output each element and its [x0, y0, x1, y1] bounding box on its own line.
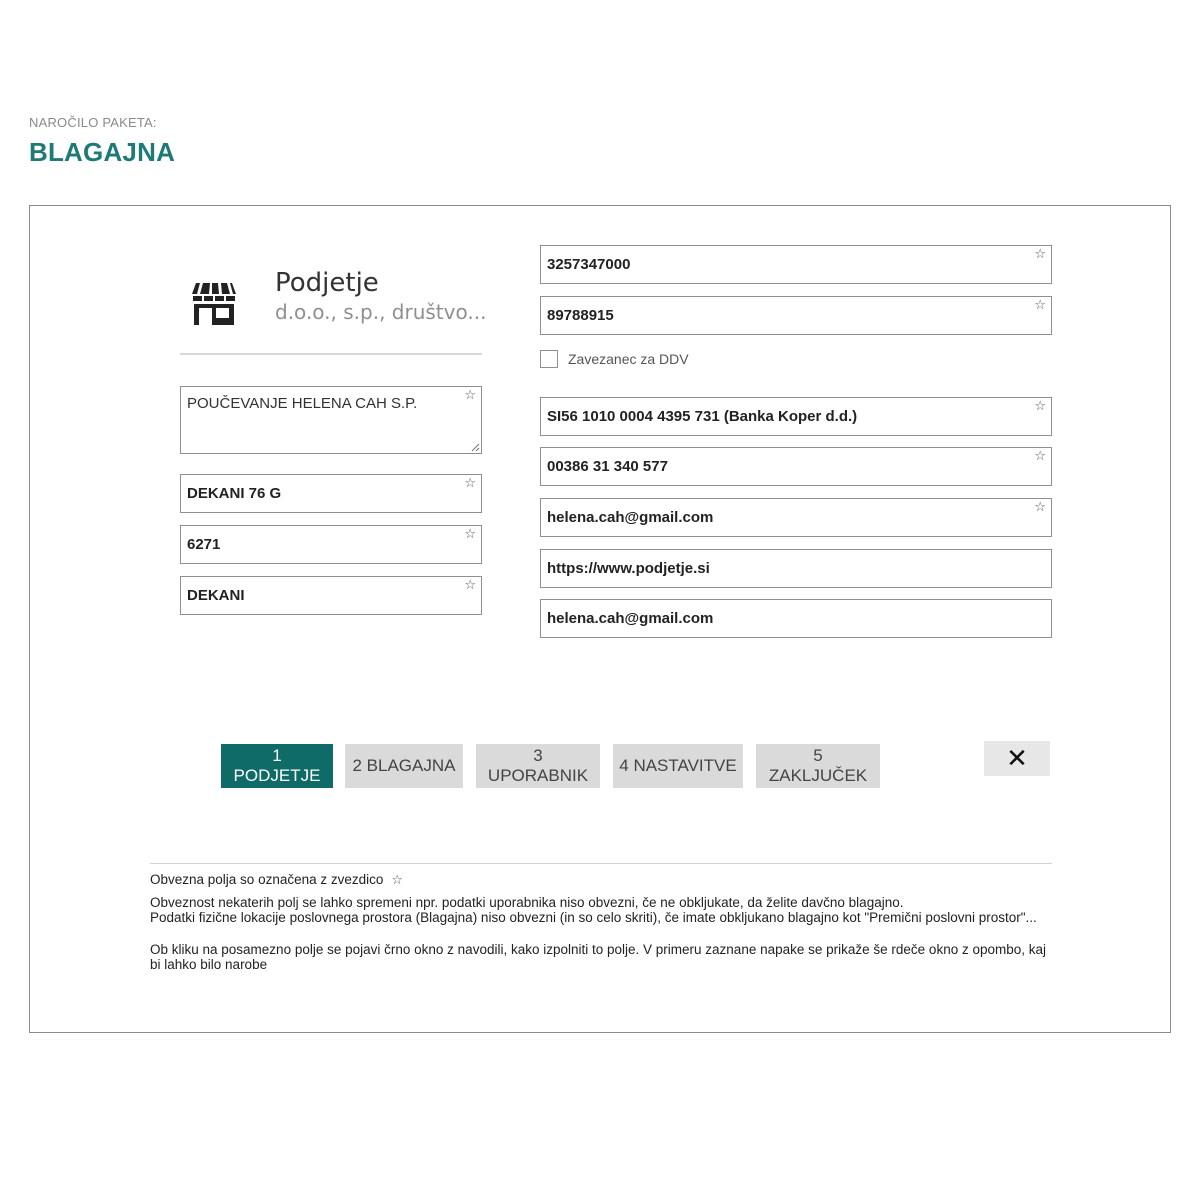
tax-number-field[interactable] — [540, 296, 1052, 335]
notes-divider — [150, 863, 1052, 864]
package-title: BLAGAJNA — [29, 137, 176, 167]
note-line-2: Podatki fizične lokacije poslovnega prostora (Blagajna) niso obvezni (in so celo skriti), če imate obkljukano blagajno kot "Premični poslovni prostor"... — [150, 910, 1037, 925]
website-field[interactable] — [540, 549, 1052, 588]
store-icon — [190, 279, 238, 327]
secondary-email-value: helena.cah@gmail.com — [547, 610, 714, 627]
email-value: helena.cah@gmail.com — [547, 509, 714, 526]
close-button[interactable] — [984, 741, 1050, 776]
registration-number-field[interactable] — [540, 245, 1052, 284]
registration-number-value: 3257347000 — [547, 256, 631, 273]
note-line-3: Ob kliku na posamezno polje se pojavi črno okno z navodili, kako izpolniti to polje. V primeru zaznane napake se prikaže še rdeče okno z opombo, kaj bi lahko bilo narobe — [150, 941, 1047, 972]
order-label: NAROČILO PAKETA: — [29, 115, 157, 130]
required-star-icon: ☆ — [464, 526, 476, 541]
form-panel — [29, 205, 1171, 1033]
step-zakljucek[interactable]: 5 ZAKLJUČEK — [756, 744, 880, 788]
secondary-email-field[interactable] — [540, 599, 1052, 638]
street-field[interactable] — [180, 474, 482, 513]
required-star-icon: ☆ — [1034, 499, 1046, 514]
section-divider — [180, 353, 482, 355]
required-star-icon: ☆ — [464, 475, 476, 490]
help-notes — [150, 872, 1050, 973]
step-podjetje[interactable]: 1 PODJETJE — [221, 744, 333, 788]
vat-payer-row — [540, 348, 689, 370]
iban-value: SI56 1010 0004 4395 731 (Banka Koper d.d.) — [547, 408, 858, 425]
required-legend-text: Obvezna polja so označena z zvezdico — [150, 872, 384, 887]
note-line-1: Obveznost nekaterih polj se lahko spremeni npr. podatki uporabnika niso obvezni, če ne obkljukate, da želite davčno blagajno. — [150, 894, 904, 910]
resize-grip-icon[interactable] — [471, 443, 480, 452]
vat-payer-checkbox[interactable] — [540, 350, 558, 368]
iban-field[interactable] — [540, 397, 1052, 436]
company-section-title: Podjetje — [275, 268, 379, 298]
phone-value: 00386 31 340 577 — [547, 458, 668, 475]
postal-code-value: 6271 — [187, 536, 221, 553]
required-star-icon: ☆ — [464, 387, 476, 402]
required-star-icon: ☆ — [1034, 297, 1046, 312]
city-value: DEKANI — [187, 587, 245, 604]
company-section-subtitle: d.o.o., s.p., društvo... — [275, 300, 487, 324]
required-star-icon: ☆ — [464, 577, 476, 592]
required-legend — [150, 872, 1050, 888]
tax-number-value: 89788915 — [547, 307, 614, 324]
close-icon: ✕ — [1006, 743, 1028, 773]
step-blagajna[interactable]: 2 BLAGAJNA — [345, 744, 463, 788]
phone-field[interactable] — [540, 447, 1052, 486]
email-field[interactable] — [540, 498, 1052, 537]
step-nastavitve[interactable]: 4 NASTAVITVE — [613, 744, 743, 788]
step-uporabnik[interactable]: 3 UPORABNIK — [476, 744, 600, 788]
company-header — [190, 266, 490, 356]
required-star-icon: ☆ — [1034, 398, 1046, 413]
postal-code-field[interactable] — [180, 525, 482, 564]
company-name-value: POUČEVANJE HELENA CAH S.P. — [187, 395, 418, 412]
vat-payer-label: Zavezanec za DDV — [568, 351, 689, 367]
required-star-icon: ☆ — [1034, 246, 1046, 261]
city-field[interactable] — [180, 576, 482, 615]
company-name-field[interactable] — [180, 386, 482, 454]
required-star-icon: ☆ — [1034, 448, 1046, 463]
website-value: https://www.podjetje.si — [547, 560, 710, 577]
street-value: DEKANI 76 G — [187, 485, 282, 502]
star-icon: ☆ — [391, 872, 404, 887]
